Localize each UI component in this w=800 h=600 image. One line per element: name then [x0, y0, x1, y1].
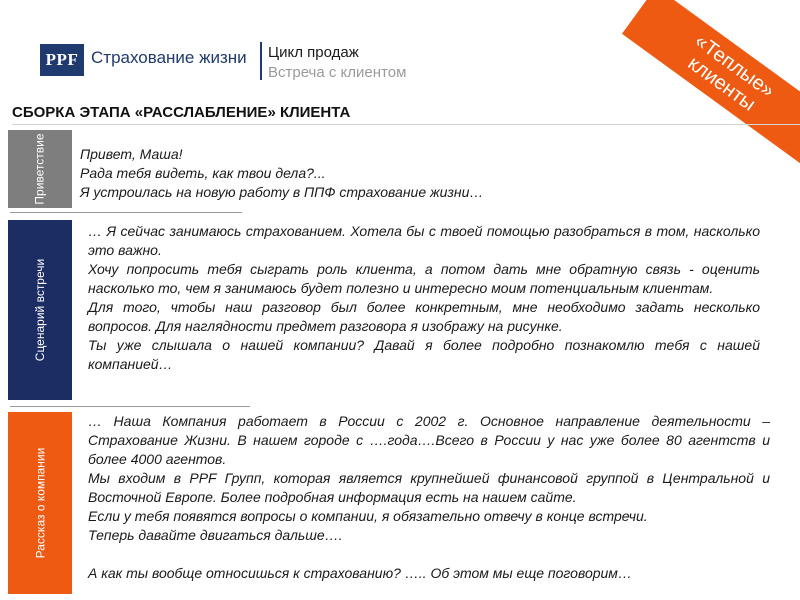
header-title: Цикл продаж	[268, 44, 359, 61]
about-paragraph: … Наша Компания работает в России с 2002 г. Основное направление деятельности – Страхование Жизни. В нашем городе с ….года….Всего в России у нас уже более 80 агентств и более 4000 агентов.	[88, 413, 770, 467]
header-divider	[260, 42, 262, 80]
about-paragraph: Теперь давайте двигаться дальше….	[88, 527, 343, 543]
scenario-paragraph: Хочу попросить тебя сыграть роль клиента, а потом дать мне обратную связь - оценить насколько то, чем я занимаюсь будет полезно и интересно моим потенциальным клиентам.	[88, 261, 760, 296]
spacer	[88, 545, 770, 564]
greeting-line: Привет, Маша!	[80, 146, 183, 162]
scenario-label: Сценарий встречи	[33, 258, 47, 362]
about-paragraph: Мы входим в PPF Групп, которая является крупнейшей финансовой группой в Центральной и Восточной Европе. Более подробная информация есть на нашем сайте.	[88, 470, 770, 505]
about-paragraph: Если у тебя появятся вопросы о компании, я обязательно отвечу в конце встречи.	[88, 508, 648, 524]
greeting-line: Я устроилась на новую работу в ППФ страхование жизни…	[80, 184, 484, 200]
ppf-logo: PPF	[40, 44, 84, 76]
greeting-label: Приветствие	[33, 133, 48, 205]
scenario-paragraph: Ты уже слышала о нашей компании? Давай я более подробно познакомлю тебя с нашей компанией…	[88, 337, 760, 372]
about-text	[88, 412, 770, 583]
greeting-line: Рада тебя видеть, как твои дела?...	[80, 165, 326, 181]
warm-clients-ribbon	[622, 0, 800, 163]
scenario-paragraph: Для того, чтобы наш разговор был более конкретным, мне необходимо задать несколько вопросов. Для наглядности предмет разговора я изображу на рисунке.	[88, 299, 760, 334]
ribbon-text: «Теплые» клиенты	[683, 30, 779, 116]
header-subtitle: Встреча с клиентом	[268, 64, 407, 81]
scenario-text	[88, 222, 760, 374]
about-closing: А как ты вообще относишься к страхованию? ….. Об этом мы еще поговорим…	[88, 565, 632, 581]
greeting-text	[80, 145, 760, 202]
section-divider	[10, 406, 250, 407]
brand-name: Страхование жизни	[91, 48, 247, 67]
scenario-paragraph: … Я сейчас занимаюсь страхованием. Хотела бы с твоей помощью разобраться в том, насколько это важно.	[88, 223, 760, 258]
about-section-label	[8, 412, 72, 594]
scenario-section-label	[8, 220, 72, 400]
page-title: СБОРКА ЭТАПА «РАССЛАБЛЕНИЕ» КЛИЕНТА	[12, 104, 351, 121]
about-label: Рассказ о компании	[33, 447, 48, 559]
section-divider	[10, 212, 242, 213]
title-divider	[12, 124, 800, 125]
greeting-section-label	[8, 130, 72, 208]
